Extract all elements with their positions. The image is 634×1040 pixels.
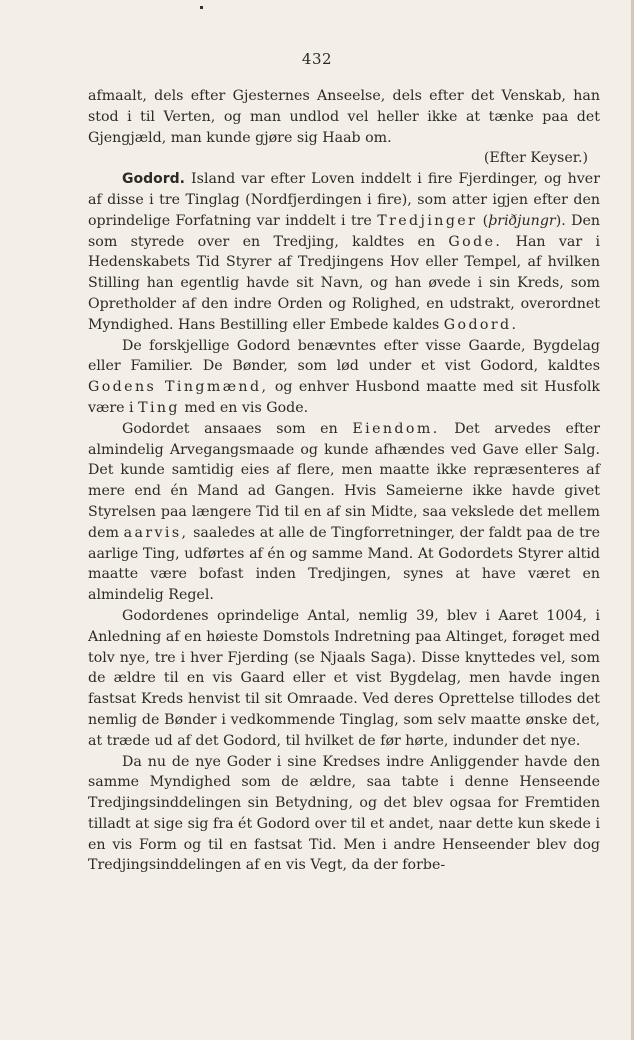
entry-headword: Godord.: [122, 171, 185, 188]
text-run: med en vis Gode.: [179, 399, 309, 416]
text-run: De forskjellige Godord benævntes efter visse Gaarde, Bygdelag eller Familier. De Bønder, som lød under et vist Godord, kaldtes: [88, 337, 600, 375]
spaced-term: aarvis,: [123, 524, 189, 541]
spaced-term: Eiendom.: [352, 420, 440, 437]
paragraph: [88, 336, 600, 419]
text-run: og enhver Husbond maatte med sit Husfolk være i: [88, 379, 601, 416]
paragraph: [88, 419, 600, 606]
text-run: Godordet ansaaes som en: [122, 420, 353, 437]
text-run: ). Den som styrede over en Tredjing, kaldtes en: [88, 212, 601, 250]
body-text: [88, 86, 600, 876]
old-norse-term: þriðjungr: [488, 212, 556, 229]
text-run: saaledes at alle de Tingforretninger, der faldt paa de tre aarlige Ting, udførtes af én og samme Mand. At Godordets Styrer altid maatte være bofast inden Tredjingen, synes at have været en almindelig Regel.: [88, 524, 600, 604]
spaced-term: Tredjinger: [377, 212, 478, 229]
spaced-term: Godord.: [443, 316, 519, 333]
paragraph-godord-entry: [88, 169, 600, 335]
page-number: 432: [301, 50, 333, 68]
source-citation: (Efter Keyser.): [483, 150, 588, 167]
text-run: (: [477, 212, 489, 229]
paragraph: Da nu de nye Goder i sine Kredses indre Anliggender havde den samme Myndighed som de ældre, saa tabte i denne Henseende Tredjingsinddelingen sin Betydning, og det blev ogsaa for Fremtiden tilladt at sige sig fra ét Godord over til et andet, naar dette kun skede i en vis Form og til en fastsat Tid. Men i andre Henseender blev dog Tredjingsinddelingen af en vis Vegt, da der forbe-: [88, 753, 600, 874]
spaced-term: Ting: [138, 399, 180, 416]
text-run: Island var efter Loven inddelt i fire Fjerdinger, og hver af disse i tre Tinglag (Nordfjerdingen i fire), som atter igjen efter den oprindelige Forfatning var inddelt i tre: [88, 171, 600, 229]
paragraph: Godordenes oprindelige Antal, nemlig 39, blev i Aaret 1004, i Anledning af en høieste Domstols Indretning paa Altinget, forøget med tolv nye, tre i hver Fjerding (se Njaals Saga). Disse knyttedes vel, som de ældre til en vis Gaard eller et vist Bygdelag, men havde ingen fastsat Kreds henvist til sit Omraade. Ved deres Oprettelse tillodes det nemlig de Bønder i vedkommende Tinglag, som selv maatte ønske det, at træde ud af det Godord, til hvilket de før hørte, indunder det nye.: [88, 607, 600, 749]
spaced-term: Gode.: [448, 233, 503, 250]
paragraph-continuation: afmaalt, dels efter Gjesternes Anseelse, dels efter det Venskab, han stod i til Verten, og man undlod vel heller ikke at tænke paa det Gjengjæld, man kunde gjøre sig Haab om.: [88, 88, 600, 146]
text-run: Han var i Hedenskabets Tid Styrer af Tredjingens Hov eller Tempel, af hvilken Stilling han egentlig havde sit Navn, og han øvede i sin Kreds, som Opretholder af den indre Orden og Rolighed, en udstrakt, overordnet Myndighed. Hans Bestilling eller Embede kaldes: [88, 233, 600, 333]
spaced-term: Godens Tingmænd,: [88, 379, 269, 396]
print-speck: [200, 6, 203, 9]
text-run: Det arvedes efter almindelig Arvegangsmaade og kunde afhændes ved Gave eller Salg. Det kunde samtidig eies af flere, men maatte ikke repræsenteres af mere end én Mand ad Gangen. Hvis Sameierne ikke havde givet Styrelsen paa længere Tid til en af sin Midte, saa vekslede det mellem dem: [88, 420, 600, 541]
